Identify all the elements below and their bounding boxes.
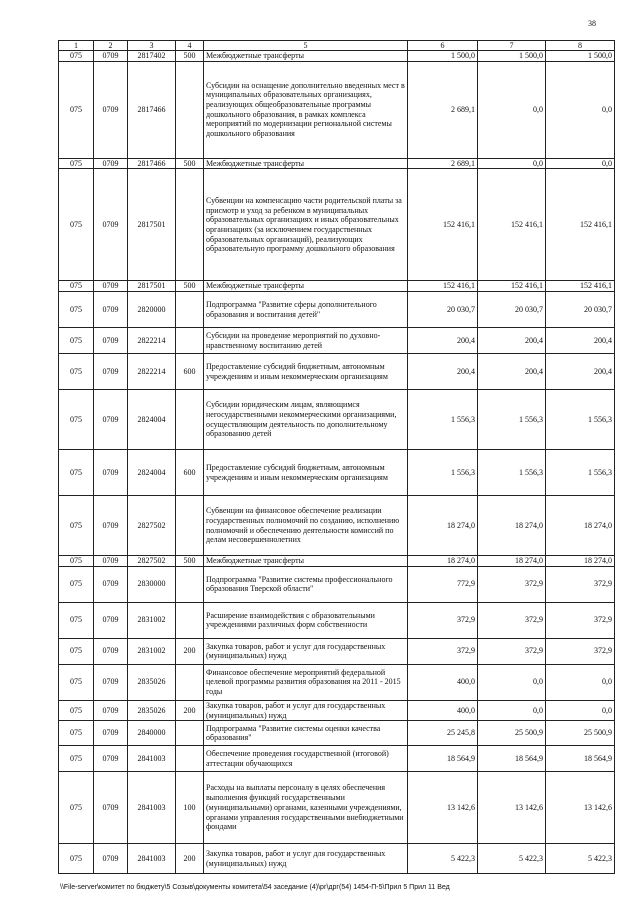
target-article-cell: 2841003 bbox=[128, 844, 176, 874]
amount-year3-cell: 372,9 bbox=[546, 566, 615, 602]
amount-year1-cell: 400,0 bbox=[408, 700, 478, 720]
amount-year2-cell: 1 556,3 bbox=[478, 390, 546, 450]
amount-year3-cell: 372,9 bbox=[546, 602, 615, 638]
table-row bbox=[59, 746, 615, 772]
expense-type-cell bbox=[176, 602, 204, 638]
amount-year2-cell: 1 556,3 bbox=[478, 450, 546, 496]
description-cell: Закупка товаров, работ и услуг для государственных (муниципальных) нужд bbox=[204, 638, 408, 664]
expense-type-cell bbox=[176, 61, 204, 158]
section-code-cell: 0709 bbox=[94, 638, 128, 664]
ministry-code-cell: 075 bbox=[59, 700, 94, 720]
amount-year3-cell: 5 422,3 bbox=[546, 844, 615, 874]
section-code-cell: 0709 bbox=[94, 721, 128, 746]
section-code-cell: 0709 bbox=[94, 450, 128, 496]
ministry-code-cell: 075 bbox=[59, 354, 94, 390]
amount-year3-cell: 0,0 bbox=[546, 664, 615, 700]
ministry-code-cell: 075 bbox=[59, 772, 94, 844]
amount-year1-cell: 372,9 bbox=[408, 602, 478, 638]
column-number-header-row bbox=[59, 41, 615, 51]
table-body bbox=[59, 51, 615, 874]
ministry-code-cell: 075 bbox=[59, 638, 94, 664]
amount-year2-cell: 25 500,9 bbox=[478, 721, 546, 746]
amount-year2-cell: 5 422,3 bbox=[478, 844, 546, 874]
expense-type-cell: 500 bbox=[176, 281, 204, 292]
expense-type-cell bbox=[176, 721, 204, 746]
amount-year2-cell: 0,0 bbox=[478, 158, 546, 169]
target-article-cell: 2824004 bbox=[128, 390, 176, 450]
amount-year1-cell: 18 564,9 bbox=[408, 746, 478, 772]
amount-year1-cell: 2 689,1 bbox=[408, 61, 478, 158]
column-number: 1 bbox=[59, 41, 94, 51]
description-cell: Субвенции на компенсацию части родительской платы за присмотр и уход за ребенком в муниципальных образовательных организациях и иных образовательных организациях (за исключением государственных образовательных организаций), реализующих образовательную программу дошкольного образования bbox=[204, 169, 408, 281]
description-cell: Закупка товаров, работ и услуг для государственных (муниципальных) нужд bbox=[204, 700, 408, 720]
amount-year3-cell: 0,0 bbox=[546, 61, 615, 158]
target-article-cell: 2822214 bbox=[128, 354, 176, 390]
table-row bbox=[59, 328, 615, 354]
ministry-code-cell: 075 bbox=[59, 721, 94, 746]
table-row bbox=[59, 390, 615, 450]
ministry-code-cell: 075 bbox=[59, 61, 94, 158]
expense-type-cell: 600 bbox=[176, 450, 204, 496]
section-code-cell: 0709 bbox=[94, 169, 128, 281]
amount-year3-cell: 18 564,9 bbox=[546, 746, 615, 772]
description-cell: Субвенции на финансовое обеспечение реализации государственных полномочий по созданию, исполнению полномочий и обеспечению деятельности комиссий по делам несовершеннолетних bbox=[204, 496, 408, 556]
expense-type-cell bbox=[176, 664, 204, 700]
amount-year2-cell: 1 500,0 bbox=[478, 51, 546, 62]
amount-year3-cell: 200,4 bbox=[546, 354, 615, 390]
column-number: 4 bbox=[176, 41, 204, 51]
amount-year1-cell: 200,4 bbox=[408, 328, 478, 354]
table-row bbox=[59, 602, 615, 638]
table-row bbox=[59, 51, 615, 62]
section-code-cell: 0709 bbox=[94, 772, 128, 844]
description-cell: Межбюджетные трансферты bbox=[204, 556, 408, 567]
amount-year1-cell: 152 416,1 bbox=[408, 281, 478, 292]
description-cell: Подпрограмма "Развитие системы оценки качества образования" bbox=[204, 721, 408, 746]
amount-year2-cell: 372,9 bbox=[478, 638, 546, 664]
table-row bbox=[59, 566, 615, 602]
amount-year3-cell: 18 274,0 bbox=[546, 556, 615, 567]
ministry-code-cell: 075 bbox=[59, 746, 94, 772]
table-row bbox=[59, 354, 615, 390]
section-code-cell: 0709 bbox=[94, 61, 128, 158]
section-code-cell: 0709 bbox=[94, 390, 128, 450]
budget-table bbox=[58, 40, 615, 874]
amount-year1-cell: 372,9 bbox=[408, 638, 478, 664]
column-number: 6 bbox=[408, 41, 478, 51]
amount-year3-cell: 0,0 bbox=[546, 158, 615, 169]
section-code-cell: 0709 bbox=[94, 844, 128, 874]
amount-year1-cell: 1 556,3 bbox=[408, 390, 478, 450]
table-row bbox=[59, 292, 615, 328]
target-article-cell: 2820000 bbox=[128, 292, 176, 328]
table-row bbox=[59, 158, 615, 169]
ministry-code-cell: 075 bbox=[59, 169, 94, 281]
amount-year2-cell: 18 274,0 bbox=[478, 556, 546, 567]
table-row bbox=[59, 772, 615, 844]
description-cell: Субсидии на оснащение дополнительно введенных мест в муниципальных образовательных организациях, реализующих общеобразовательные программы дошкольного образования, в рамках комплекса мероприятий по модернизации региональной системы дошкольного образования bbox=[204, 61, 408, 158]
expense-type-cell bbox=[176, 390, 204, 450]
description-cell: Межбюджетные трансферты bbox=[204, 281, 408, 292]
section-code-cell: 0709 bbox=[94, 354, 128, 390]
amount-year3-cell: 1 556,3 bbox=[546, 390, 615, 450]
amount-year2-cell: 20 030,7 bbox=[478, 292, 546, 328]
section-code-cell: 0709 bbox=[94, 700, 128, 720]
expense-type-cell: 200 bbox=[176, 700, 204, 720]
target-article-cell: 2831002 bbox=[128, 602, 176, 638]
amount-year2-cell: 372,9 bbox=[478, 602, 546, 638]
target-article-cell: 2817466 bbox=[128, 158, 176, 169]
section-code-cell: 0709 bbox=[94, 566, 128, 602]
ministry-code-cell: 075 bbox=[59, 664, 94, 700]
description-cell: Расширение взаимодействия с образовательными учреждениями различных форм собственности bbox=[204, 602, 408, 638]
ministry-code-cell: 075 bbox=[59, 450, 94, 496]
amount-year1-cell: 18 274,0 bbox=[408, 496, 478, 556]
table-row bbox=[59, 61, 615, 158]
amount-year1-cell: 1 500,0 bbox=[408, 51, 478, 62]
table-row bbox=[59, 450, 615, 496]
ministry-code-cell: 075 bbox=[59, 390, 94, 450]
section-code-cell: 0709 bbox=[94, 496, 128, 556]
target-article-cell: 2841003 bbox=[128, 772, 176, 844]
section-code-cell: 0709 bbox=[94, 328, 128, 354]
amount-year3-cell: 20 030,7 bbox=[546, 292, 615, 328]
section-code-cell: 0709 bbox=[94, 158, 128, 169]
ministry-code-cell: 075 bbox=[59, 566, 94, 602]
table-row bbox=[59, 844, 615, 874]
table-row bbox=[59, 664, 615, 700]
table-row bbox=[59, 169, 615, 281]
target-article-cell: 2817501 bbox=[128, 281, 176, 292]
amount-year3-cell: 152 416,1 bbox=[546, 169, 615, 281]
ministry-code-cell: 075 bbox=[59, 496, 94, 556]
description-cell: Подпрограмма "Развитие сферы дополнительного образования и воспитания детей" bbox=[204, 292, 408, 328]
description-cell: Закупка товаров, работ и услуг для государственных (муниципальных) нужд bbox=[204, 844, 408, 874]
table-row bbox=[59, 556, 615, 567]
description-cell: Субсидии на проведение мероприятий по духовно-нравственному воспитанию детей bbox=[204, 328, 408, 354]
target-article-cell: 2827502 bbox=[128, 496, 176, 556]
amount-year1-cell: 152 416,1 bbox=[408, 169, 478, 281]
amount-year1-cell: 200,4 bbox=[408, 354, 478, 390]
target-article-cell: 2817466 bbox=[128, 61, 176, 158]
expense-type-cell bbox=[176, 746, 204, 772]
section-code-cell: 0709 bbox=[94, 51, 128, 62]
table-row bbox=[59, 721, 615, 746]
expense-type-cell: 600 bbox=[176, 354, 204, 390]
amount-year2-cell: 200,4 bbox=[478, 354, 546, 390]
target-article-cell: 2817402 bbox=[128, 51, 176, 62]
expense-type-cell: 200 bbox=[176, 638, 204, 664]
description-cell: Межбюджетные трансферты bbox=[204, 158, 408, 169]
description-cell: Подпрограмма "Развитие системы профессионального образования Тверской области" bbox=[204, 566, 408, 602]
target-article-cell: 2822214 bbox=[128, 328, 176, 354]
expense-type-cell: 100 bbox=[176, 772, 204, 844]
table-row bbox=[59, 281, 615, 292]
amount-year2-cell: 152 416,1 bbox=[478, 169, 546, 281]
amount-year1-cell: 20 030,7 bbox=[408, 292, 478, 328]
target-article-cell: 2830000 bbox=[128, 566, 176, 602]
amount-year1-cell: 1 556,3 bbox=[408, 450, 478, 496]
amount-year1-cell: 25 245,8 bbox=[408, 721, 478, 746]
expense-type-cell: 500 bbox=[176, 556, 204, 567]
section-code-cell: 0709 bbox=[94, 281, 128, 292]
target-article-cell: 2841003 bbox=[128, 746, 176, 772]
ministry-code-cell: 075 bbox=[59, 292, 94, 328]
table-row bbox=[59, 496, 615, 556]
table-row bbox=[59, 700, 615, 720]
expense-type-cell: 200 bbox=[176, 844, 204, 874]
ministry-code-cell: 075 bbox=[59, 556, 94, 567]
section-code-cell: 0709 bbox=[94, 602, 128, 638]
amount-year2-cell: 200,4 bbox=[478, 328, 546, 354]
description-cell: Предоставление субсидий бюджетным, автономным учреждениям и иным некоммерческим организациям bbox=[204, 450, 408, 496]
amount-year2-cell: 18 564,9 bbox=[478, 746, 546, 772]
column-number: 8 bbox=[546, 41, 615, 51]
target-article-cell: 2835026 bbox=[128, 664, 176, 700]
amount-year3-cell: 25 500,9 bbox=[546, 721, 615, 746]
description-cell: Расходы на выплаты персоналу в целях обеспечения выполнения функций государственными (муниципальными) органами, казенными учреждениями, органами управления государственными внебюджетными фондами bbox=[204, 772, 408, 844]
expense-type-cell: 500 bbox=[176, 158, 204, 169]
amount-year3-cell: 372,9 bbox=[546, 638, 615, 664]
amount-year3-cell: 152 416,1 bbox=[546, 281, 615, 292]
section-code-cell: 0709 bbox=[94, 556, 128, 567]
amount-year1-cell: 772,9 bbox=[408, 566, 478, 602]
amount-year3-cell: 13 142,6 bbox=[546, 772, 615, 844]
page-number: 38 bbox=[588, 19, 596, 28]
expense-type-cell bbox=[176, 566, 204, 602]
column-number: 2 bbox=[94, 41, 128, 51]
description-cell: Обеспечение проведения государственной (итоговой) аттестации обучающихся bbox=[204, 746, 408, 772]
column-number: 3 bbox=[128, 41, 176, 51]
amount-year2-cell: 152 416,1 bbox=[478, 281, 546, 292]
target-article-cell: 2831002 bbox=[128, 638, 176, 664]
footer-file-path: \\File-server\комитет по бюджету\5 Созыв\документы комитета\54 заседание (4)\рг\дрг(54) 1454-П-5\Прил 5 Прил 11 Вед bbox=[60, 884, 450, 891]
amount-year2-cell: 372,9 bbox=[478, 566, 546, 602]
expense-type-cell bbox=[176, 169, 204, 281]
amount-year1-cell: 13 142,6 bbox=[408, 772, 478, 844]
ministry-code-cell: 075 bbox=[59, 844, 94, 874]
ministry-code-cell: 075 bbox=[59, 328, 94, 354]
section-code-cell: 0709 bbox=[94, 664, 128, 700]
amount-year2-cell: 0,0 bbox=[478, 61, 546, 158]
amount-year1-cell: 400,0 bbox=[408, 664, 478, 700]
amount-year3-cell: 200,4 bbox=[546, 328, 615, 354]
amount-year3-cell: 1 500,0 bbox=[546, 51, 615, 62]
ministry-code-cell: 075 bbox=[59, 602, 94, 638]
target-article-cell: 2840000 bbox=[128, 721, 176, 746]
amount-year2-cell: 0,0 bbox=[478, 700, 546, 720]
description-cell: Предоставление субсидий бюджетным, автономным учреждениям и иным некоммерческим организациям bbox=[204, 354, 408, 390]
target-article-cell: 2824004 bbox=[128, 450, 176, 496]
amount-year1-cell: 18 274,0 bbox=[408, 556, 478, 567]
column-number: 5 bbox=[204, 41, 408, 51]
amount-year3-cell: 0,0 bbox=[546, 700, 615, 720]
description-cell: Межбюджетные трансферты bbox=[204, 51, 408, 62]
amount-year2-cell: 13 142,6 bbox=[478, 772, 546, 844]
amount-year3-cell: 1 556,3 bbox=[546, 450, 615, 496]
section-code-cell: 0709 bbox=[94, 746, 128, 772]
section-code-cell: 0709 bbox=[94, 292, 128, 328]
target-article-cell: 2827502 bbox=[128, 556, 176, 567]
amount-year3-cell: 18 274,0 bbox=[546, 496, 615, 556]
ministry-code-cell: 075 bbox=[59, 51, 94, 62]
table-row bbox=[59, 638, 615, 664]
expense-type-cell bbox=[176, 496, 204, 556]
expense-type-cell bbox=[176, 328, 204, 354]
target-article-cell: 2817501 bbox=[128, 169, 176, 281]
amount-year2-cell: 18 274,0 bbox=[478, 496, 546, 556]
amount-year2-cell: 0,0 bbox=[478, 664, 546, 700]
description-cell: Субсидии юридическим лицам, являющимся негосударственными некоммерческими организациями, осуществляющим деятельность по дополнительному образованию детей bbox=[204, 390, 408, 450]
ministry-code-cell: 075 bbox=[59, 281, 94, 292]
column-number: 7 bbox=[478, 41, 546, 51]
amount-year1-cell: 5 422,3 bbox=[408, 844, 478, 874]
expense-type-cell: 500 bbox=[176, 51, 204, 62]
amount-year1-cell: 2 689,1 bbox=[408, 158, 478, 169]
ministry-code-cell: 075 bbox=[59, 158, 94, 169]
description-cell: Финансовое обеспечение мероприятий федеральной целевой программы развития образования на 2011 - 2015 годы bbox=[204, 664, 408, 700]
target-article-cell: 2835026 bbox=[128, 700, 176, 720]
expense-type-cell bbox=[176, 292, 204, 328]
